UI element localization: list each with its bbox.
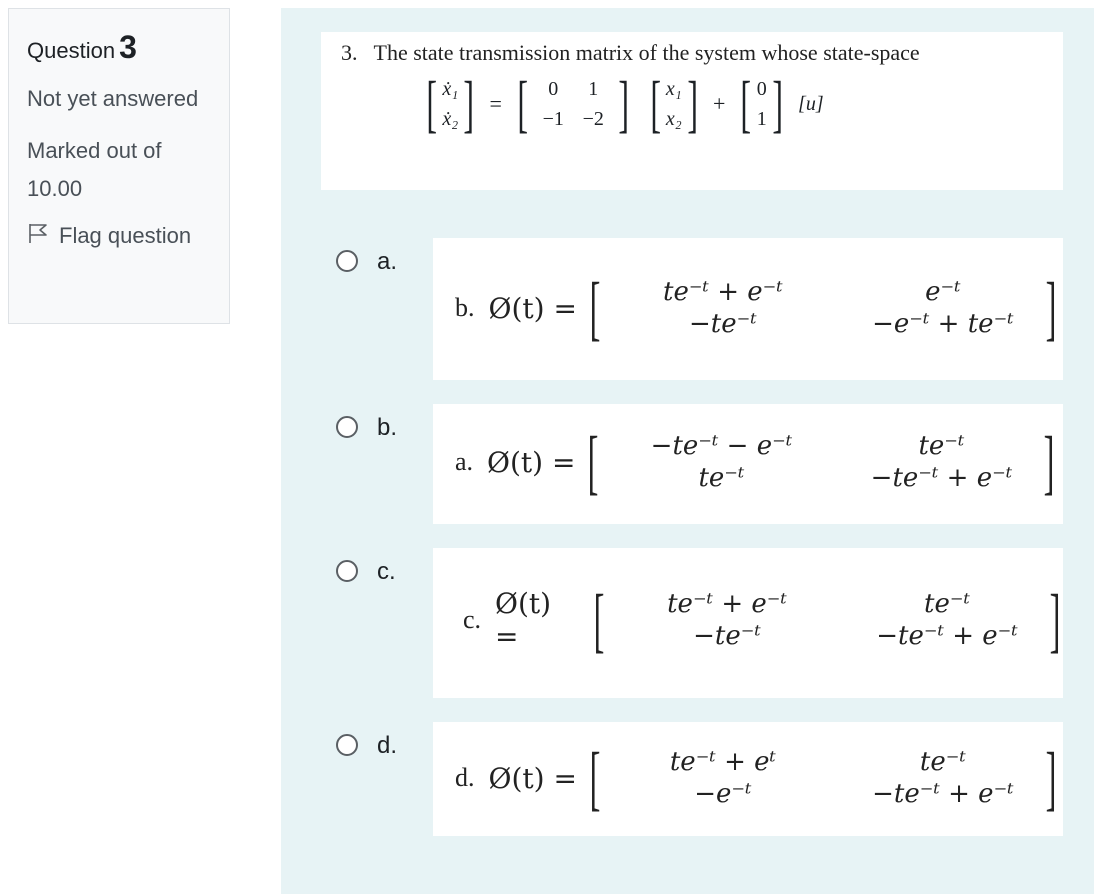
equation-letter: d. <box>455 763 475 792</box>
a21: −1 <box>542 108 564 130</box>
m22: −te⁻ᵗ + e⁻ᵗ <box>872 779 1014 809</box>
question-text-number: 3. <box>341 40 358 65</box>
input-u: [u] <box>798 92 824 115</box>
b-vector: [ 0 1 ] <box>740 68 783 140</box>
m11: te⁻ᵗ + eᵗ <box>669 747 776 777</box>
question-heading <box>27 29 211 66</box>
flag-question-link[interactable] <box>27 222 211 250</box>
radio-option-d[interactable] <box>336 734 358 756</box>
question-word: Question <box>27 38 116 63</box>
plus-sign: + <box>712 91 726 116</box>
option-equation: a. Ø(t) = [ −te⁻ᵗ − e⁻ᵗ te⁻ᵗ te⁻ᵗ −te⁻ᵗ + e⁻ᵗ ] <box>455 422 1055 502</box>
state-space-equation <box>421 68 1043 140</box>
phi-matrix <box>603 746 1043 810</box>
a22: −2 <box>582 108 604 130</box>
a-matrix: [ 0 1 −1 −2 ] <box>517 68 630 140</box>
option-equation-box <box>433 722 1063 836</box>
m21: te⁻ᵗ <box>698 463 745 493</box>
question-number: 3 <box>119 29 137 65</box>
equation-letter: c. <box>463 605 482 634</box>
radio-option-b[interactable] <box>336 416 358 438</box>
question-text-box <box>321 32 1063 190</box>
m12: te⁻ᵗ <box>924 589 970 619</box>
m22: −te⁻ᵗ + e⁻ᵗ <box>876 621 1018 651</box>
option-equation: c. Ø(t) = [ te⁻ᵗ + e⁻ᵗ te⁻ᵗ −te⁻ᵗ −te⁻ᵗ + e⁻ᵗ ] <box>463 580 1061 660</box>
a11: 0 <box>548 78 559 100</box>
lhs-vector: [ ẋ₁ ẋ₂ ] <box>426 68 475 140</box>
question-text <box>341 40 1043 66</box>
flag-question-label: Flag question <box>59 223 192 248</box>
option-equation: d. Ø(t) = [ te⁻ᵗ + eᵗ te⁻ᵗ −e⁻ᵗ −te⁻ᵗ + e⁻ᵗ ] <box>455 738 1057 818</box>
option-equation-box <box>433 404 1063 524</box>
option-equation-box <box>433 238 1063 380</box>
lhs-x1dot: ẋ₁ <box>442 78 459 100</box>
question-text-body: The state transmission matrix of the system whose state-space <box>373 40 920 65</box>
x1: x₁ <box>665 78 682 100</box>
b2: 1 <box>756 108 767 130</box>
m11: te⁻ᵗ + e⁻ᵗ <box>663 277 783 307</box>
question-info-panel <box>8 8 230 324</box>
m22: −te⁻ᵗ + e⁻ᵗ <box>870 463 1013 493</box>
equation-letter: b. <box>455 293 475 322</box>
phi-lhs: Ø(t) = <box>488 291 577 325</box>
m12: te⁻ᵗ <box>918 431 965 461</box>
phi-lhs: Ø(t) = <box>495 587 552 653</box>
option-label: d. <box>377 732 398 759</box>
equals-sign: = <box>489 91 502 116</box>
m11: te⁻ᵗ + e⁻ᵗ <box>667 589 787 619</box>
m21: −te⁻ᵗ <box>693 621 761 651</box>
x2: x₂ <box>665 108 682 130</box>
question-marks: Marked out of 10.00 <box>27 138 162 201</box>
m21: −e⁻ᵗ <box>694 779 752 809</box>
m21: −te⁻ᵗ <box>689 309 757 339</box>
lhs-x2dot: ẋ₂ <box>442 108 459 130</box>
question-state: Not yet answered <box>27 86 199 111</box>
m22: −e⁻ᵗ + te⁻ᵗ <box>872 309 1014 339</box>
m12: e⁻ᵗ <box>925 277 961 307</box>
option-label: a. <box>377 248 398 275</box>
option-equation: b. Ø(t) = [ te⁻ᵗ + e⁻ᵗ e⁻ᵗ −te⁻ᵗ −e⁻ᵗ + te⁻ᵗ ] <box>455 268 1057 348</box>
question-content <box>281 8 1094 894</box>
flag-icon <box>27 222 49 250</box>
m12: te⁻ᵗ <box>919 747 966 777</box>
radio-option-a[interactable] <box>336 250 358 272</box>
phi-lhs: Ø(t) = <box>488 761 577 795</box>
option-label: c. <box>377 558 396 585</box>
x-vector: [ x₁ x₂ ] <box>649 68 698 140</box>
radio-option-c[interactable] <box>336 560 358 582</box>
option-equation-box <box>433 548 1063 698</box>
m11: −te⁻ᵗ − e⁻ᵗ <box>650 431 793 461</box>
b1: 0 <box>756 78 767 100</box>
phi-matrix <box>601 430 1041 494</box>
phi-matrix <box>603 276 1043 340</box>
phi-lhs: Ø(t) = <box>487 445 576 479</box>
phi-matrix <box>607 588 1047 652</box>
a12: 1 <box>588 78 599 100</box>
option-label: b. <box>377 414 398 441</box>
equation-letter: a. <box>455 447 474 476</box>
